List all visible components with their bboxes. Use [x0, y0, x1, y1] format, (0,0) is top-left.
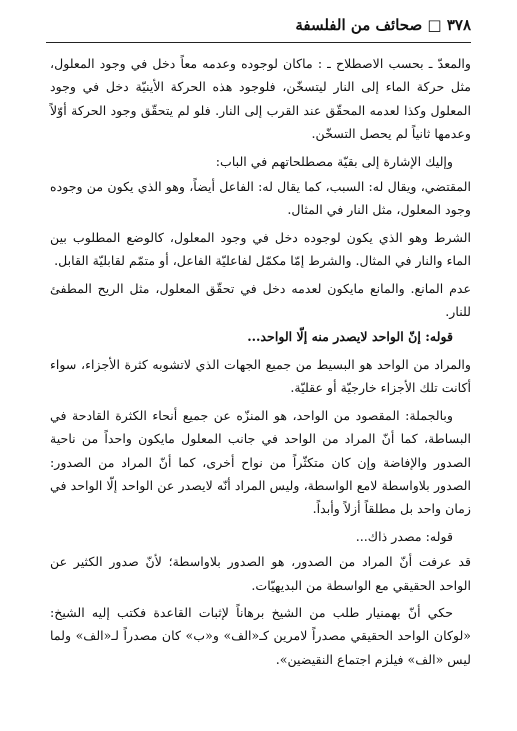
- paragraph-preparatory-cause: والمعدّ ـ بحسب الاصطلاح ـ : ماكان لوجوده وعدمه معاً دخل في وجود المعلول، مثل حركة الماء إلى النار ليتسخّن، فلوجود هذه الحركة الأينيّة دخل في وجود المعلول وكذا لعدمه المحقّق عند القرب إلى النار. فلو لم يتحقّق وجود الحركة أوّلاً وعدمها ثانياً لم يحصل التسخّن.: [50, 56, 471, 142]
- paragraph-bahmanyar: حكي أنّ بهمنيار طلب من الشيخ برهاناً لإثبات القاعدة فكتب إليه الشيخ: «لوكان الواحد الحقيقي مصدراً لامرين كـ«الف» و«ب» كان مصدراً لـ«الف» ولما ليس «الف» فيلزم اجتماع النقيضين».: [50, 604, 471, 667]
- paragraph-meaning-of-one: والمراد من الواحد هو البسيط من جميع الجهات الذي لاتشوبه كثرة الأجزاء، سواء أكانت تلك الأجزاء خارجيّة أو عقليّة.: [50, 356, 471, 396]
- paragraph-condition: الشرط وهو الذي يكون لوجوده دخل في وجود المعلول، كالوضع المطلوب بين الماء والنار في المثال. والشرط إمّا مكمّل لفاعليّة الفاعل، أو متمّم لقابليّة القابل.: [50, 229, 471, 269]
- page-body: [50, 52, 471, 675]
- running-head: ٣٧٨ □ صحائف من الفلسفة: [295, 16, 471, 34]
- paragraph-without-intermediary: قد عرفت أنّ المراد من الصدور، هو الصدور بلاواسطة؛ لأنّ صدور الكثير عن الواحد الحقيقي مع الواسطة من البديهيّات.: [50, 554, 471, 593]
- quote-one-emanates-one: قوله: إنّ الواحد لايصدر منه إلّا الواحد...: [247, 329, 453, 345]
- paragraph-muqtadi: المقتضي، ويقال له: السبب، كما يقال له: الفاعل أيضاً، وهو الذي يكون من وجوده وجود المعلول، مثل النار في المثال.: [50, 179, 471, 218]
- paragraph-terms-intro: وإليك الإشارة إلى بقيّة مصطلحاتهم في الباب:: [215, 153, 453, 169]
- page-header: [46, 14, 471, 43]
- paragraph-absence-of-obstacle: عدم المانع. والمانع مايكون لعدمه دخل في تحقّق المعلول، مثل الريح المطفئ للنار.: [50, 280, 471, 320]
- quote-source-of-that: قوله: مصدر ذاك...: [355, 528, 453, 544]
- paragraph-in-summary: وبالجملة: المقصود من الواحد، هو المنزّه عن جميع أنحاء الكثرة القادحة في البساطة، كما أنّ المراد من الواحد في جانب المعلول مايكون واحداً من ناحية الصدور والإفاضة وإن كان متكثّراً من نواح أخرى، كما أنّ المراد من الصدور: الصدور بلاواسطة لامع الواسطة، وليس المراد أنّه لايصدر عن الواحد إلّا الواحد في زمان واحد بل مطلقاً أزلاً وأبداً.: [50, 407, 471, 517]
